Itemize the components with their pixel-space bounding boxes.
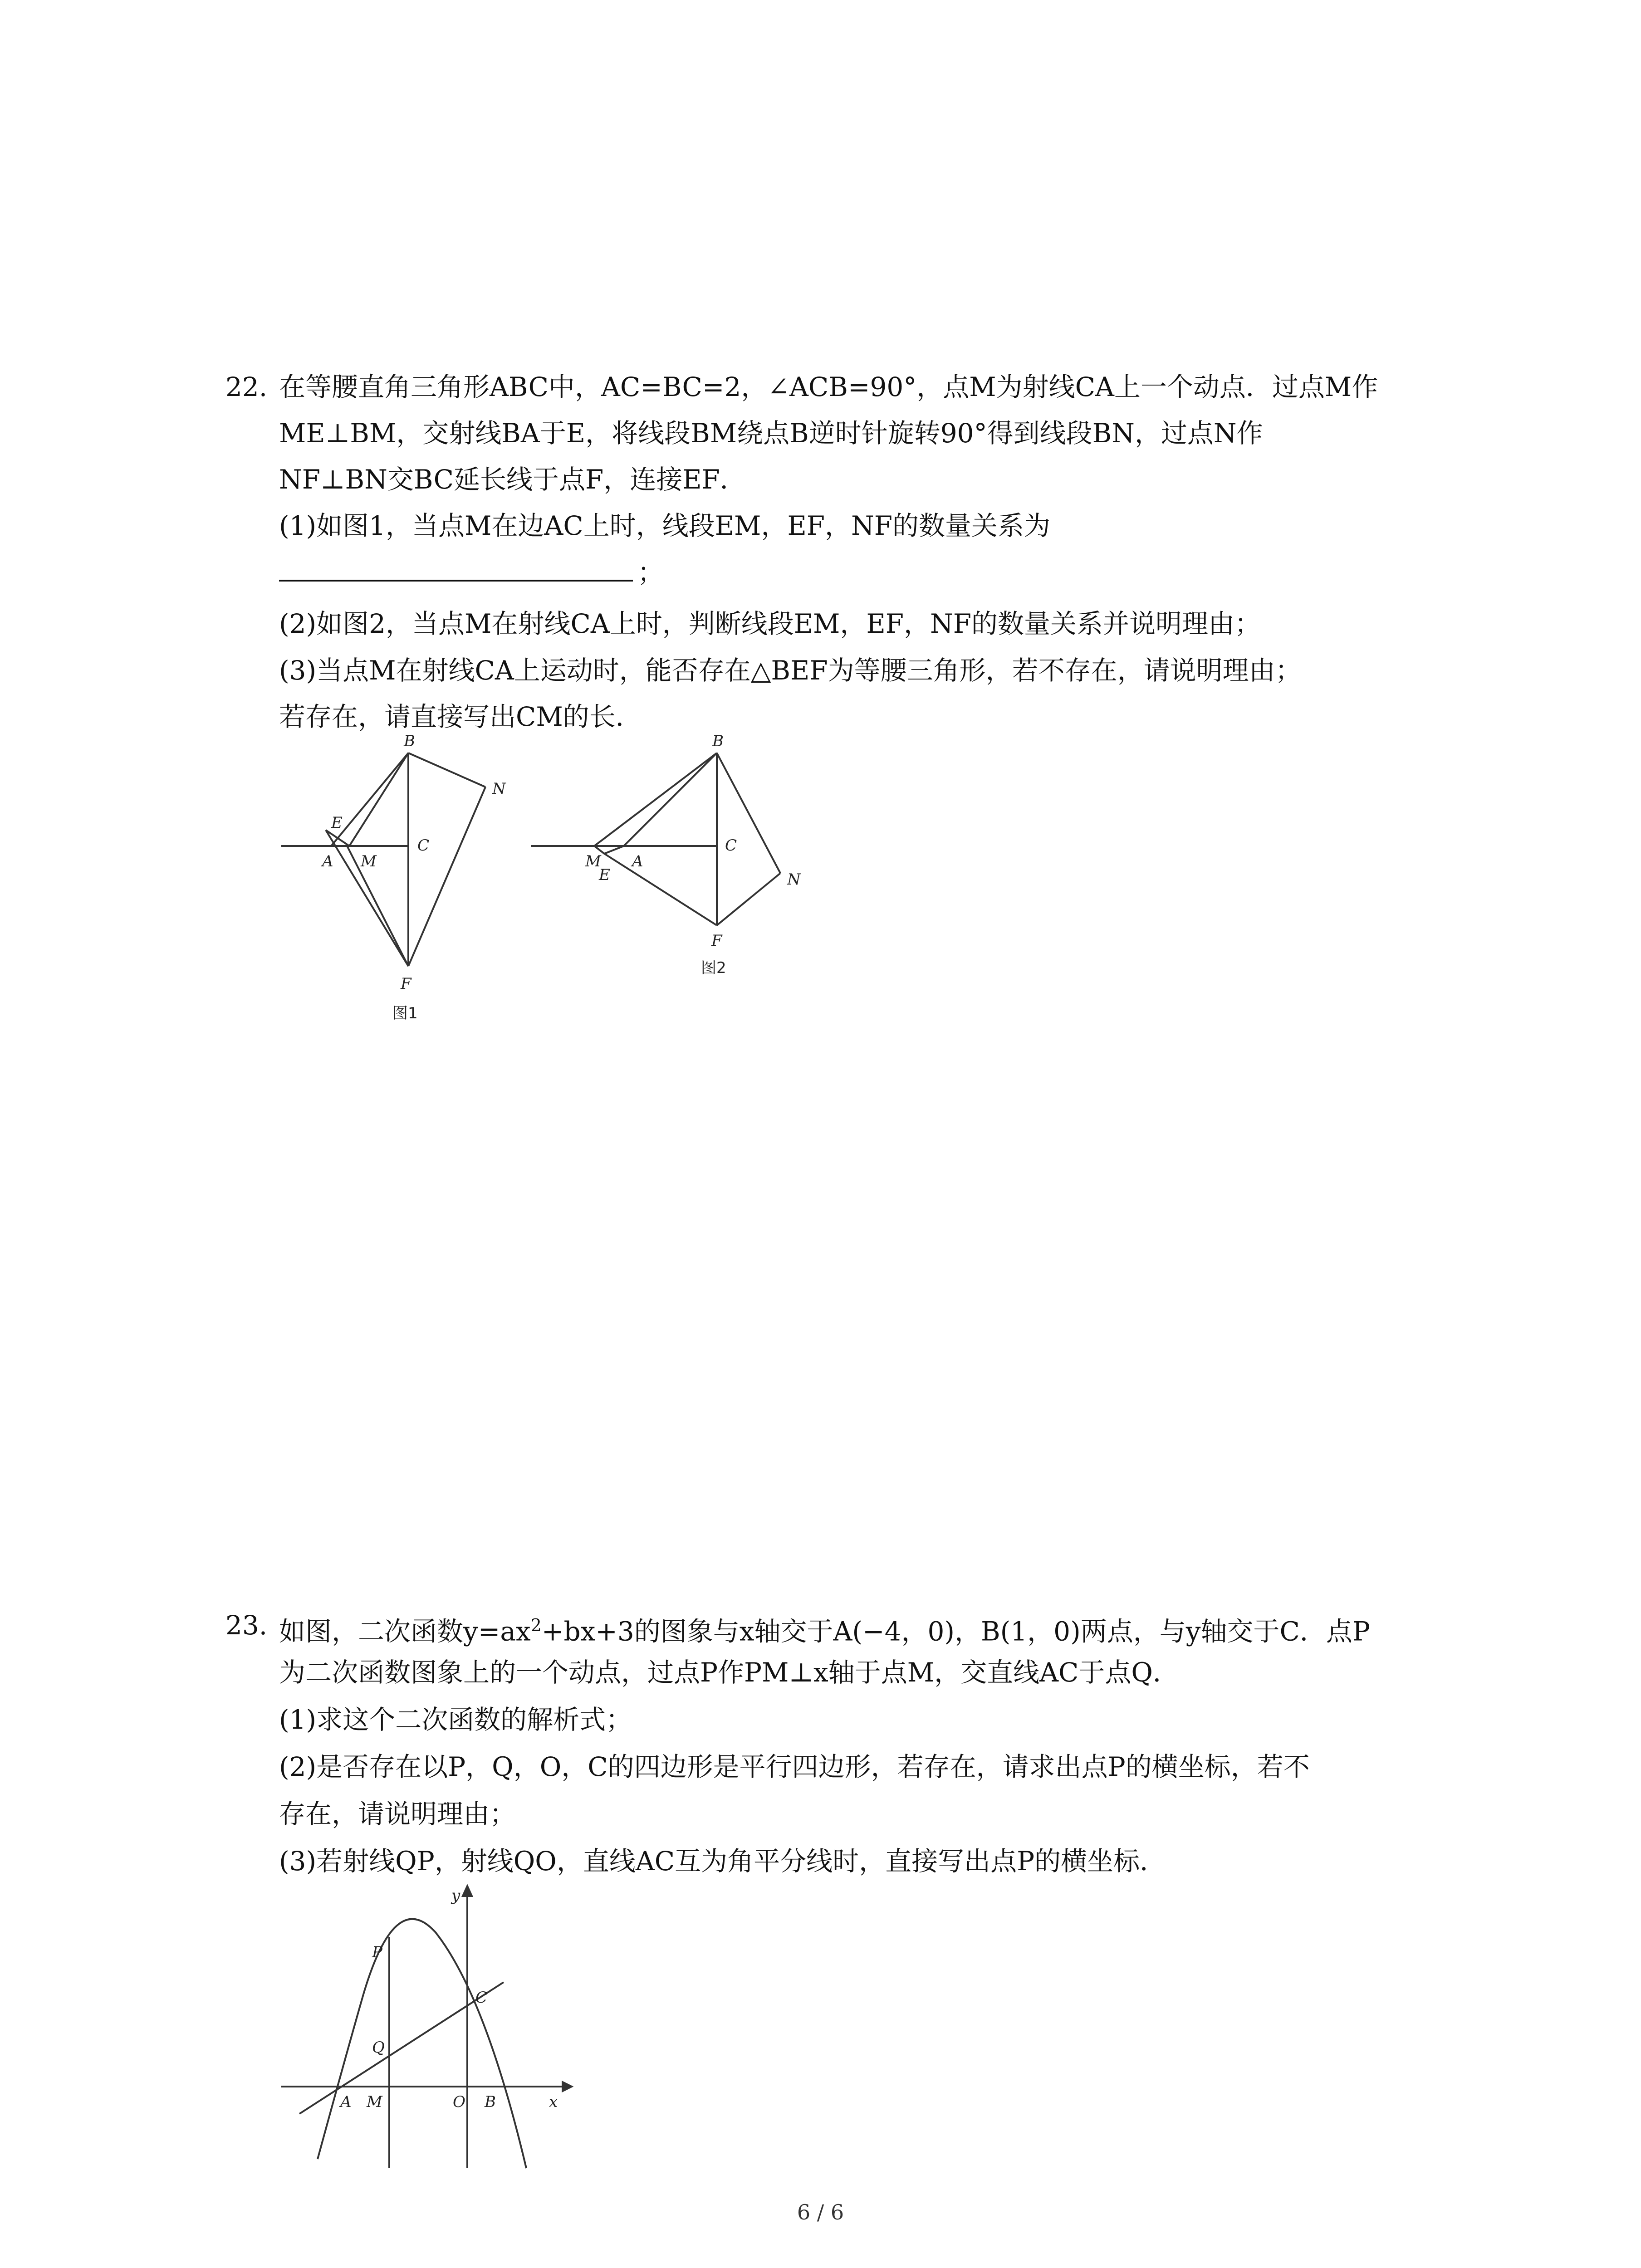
figure-1 — [272, 732, 526, 1031]
q23-line-2: 为二次函数图象上的一个动点，过点P作PM⊥x轴于点M，交直线AC于点Q． — [279, 1657, 1179, 1688]
label-P: P — [372, 1943, 382, 1961]
figure-1-diagram — [272, 732, 526, 1030]
fig1-label-B: B — [404, 732, 415, 750]
fig1-label-A: A — [322, 852, 333, 870]
label-A: A — [340, 2093, 352, 2111]
fig1-label-M: M — [361, 852, 377, 870]
label-B: B — [485, 2093, 496, 2111]
q23-part3: (3)若射线QP，射线QO，直线AC互为角平分线时，直接写出点P的横坐标． — [279, 1846, 1166, 1877]
q23-line-1-pre: 如图，二次函数y=ax — [279, 1616, 531, 1647]
q23-part2-cont: 存在，请说明理由； — [279, 1799, 516, 1829]
page-number: 6 / 6 — [797, 2200, 844, 2224]
label-C: C — [475, 1989, 488, 2007]
q22-line-1: 在等腰直角三角形ABC中，AC=BC=2，∠ACB=90°，点M为射线CA上一个动点．过点M作 — [279, 371, 1378, 402]
axis-label-y: y — [451, 1887, 460, 1905]
q22-part2: (2)如图2，当点M在射线CA上时，判断线段EM，EF，NF的数量关系并说明理由； — [279, 608, 1261, 639]
q22-answer-blank-line — [279, 556, 664, 588]
figure-q23 — [272, 1878, 590, 2179]
q23-part2: (2)是否存在以P，Q，O，C的四边形是平行四边形，若存在，请求出点P的横坐标，若不 — [279, 1751, 1310, 1782]
fig2-label-N: N — [787, 870, 801, 889]
label-M: M — [367, 2093, 382, 2111]
label-O: O — [453, 2093, 465, 2111]
fig2-label-C: C — [725, 836, 737, 855]
figure-2-diagram — [522, 732, 839, 1007]
fig2-label-F: F — [711, 932, 722, 950]
label-Q: Q — [372, 2038, 385, 2057]
q23-line-1 — [279, 1609, 1370, 1647]
q22-part1: (1)如图1，当点M在边AC上时，线段EM，EF，NF的数量关系为 — [279, 510, 1051, 541]
q22-part3: (3)当点M在射线CA上运动时，能否存在△BEF为等腰三角形，若不存在，请说明理由； — [279, 655, 1302, 686]
fig2-label-E: E — [599, 866, 610, 884]
fig2-label-A: A — [632, 852, 643, 870]
q22-line-3: NF⊥BN交BC延长线于点F，连接EF． — [279, 464, 746, 495]
fig2-label-B: B — [712, 732, 724, 750]
q22-number: 22. — [225, 371, 268, 402]
parabola-graph — [272, 1878, 590, 2177]
fig2-caption: 图2 — [701, 959, 726, 977]
fig1-label-N: N — [492, 780, 506, 798]
fig1-label-F: F — [401, 975, 411, 993]
figure-2 — [522, 732, 839, 1009]
fig2-label-M: M — [585, 852, 601, 870]
answer-blank[interactable] — [279, 556, 633, 582]
q22-line-2: ME⊥BM，交射线BA于E，将线段BM绕点B逆时针旋转90°得到线段BN，过点N作 — [279, 418, 1263, 449]
q23-exponent: 2 — [530, 1615, 542, 1635]
q23-line-1-post: +bx+3的图象与x轴交于A(−4，0)，B(1，0)两点，与y轴交于C．点P — [541, 1616, 1370, 1647]
fig1-label-E: E — [331, 814, 343, 832]
fig1-label-C: C — [417, 836, 430, 855]
axis-label-x: x — [549, 2093, 558, 2111]
q22-part3-cont: 若存在，请直接写出CM的长． — [279, 701, 642, 732]
q23-part1: (1)求这个二次函数的解析式； — [279, 1704, 632, 1735]
fig1-caption: 图1 — [392, 1004, 418, 1022]
q23-number: 23. — [225, 1610, 268, 1641]
blank-suffix: ； — [637, 557, 664, 588]
